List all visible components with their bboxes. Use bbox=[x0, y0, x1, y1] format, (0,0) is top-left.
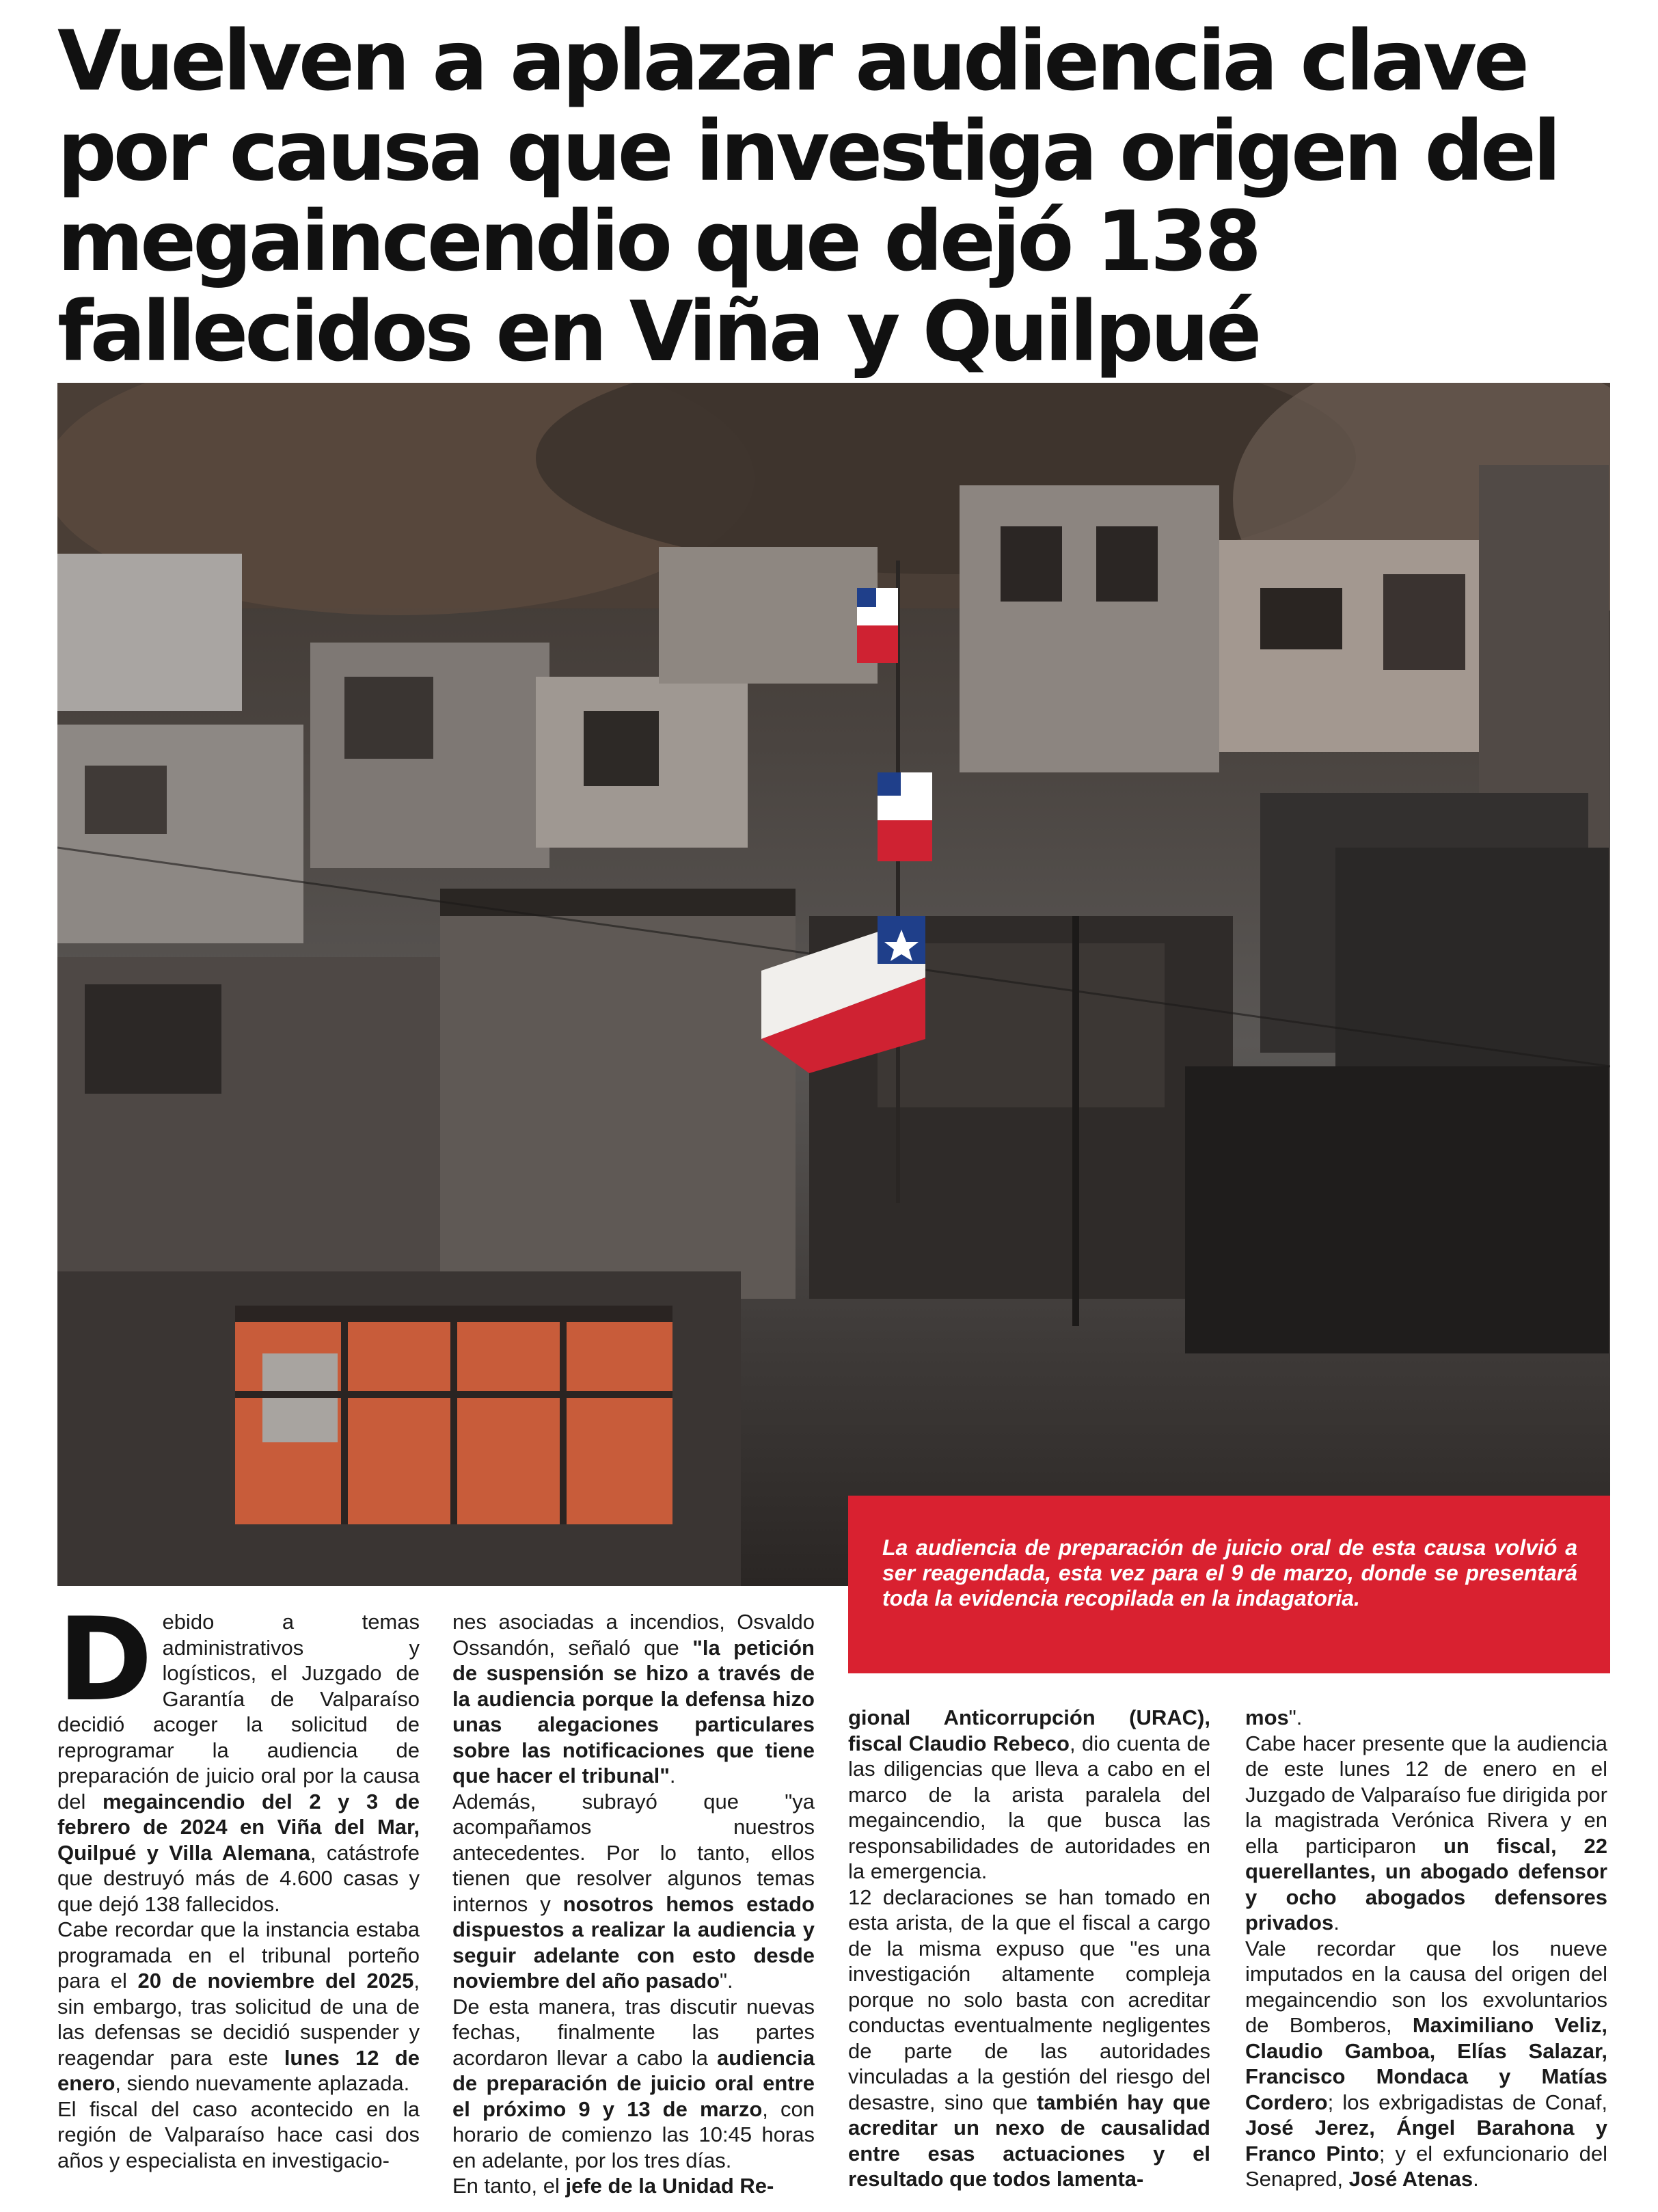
burned-houses-illustration bbox=[57, 383, 1610, 1586]
paragraph: Vale recordar que los nueve imputados en la causa del origen del megaincendio son los exvoluntarios de Bomberos, Maximiliano Veliz, Claudio Gamboa, Elías Salazar, Francisco Mondaca y Matías Cordero; los exbrigadistas de Conaf, José Jerez, Ángel Barahona y Franco Pinto; y el exfuncionario del Senapred, José Atenas. bbox=[1245, 1936, 1608, 2191]
paragraph: 12 declaraciones se han tomado en esta arista, de la que el fiscal a cargo de la misma expuso que "es una investigación altamente compleja porque no solo basta con acreditar conductas eventualmente negligentes de parte de las autoridades vinculadas a la gestión del riesgo del desastre, sino que también hay que acreditar un nexo de causalidad entre esas actuaciones y el resultado que todos lamenta- bbox=[848, 1885, 1210, 2191]
article-column-3 bbox=[848, 1705, 1210, 2192]
news-photo bbox=[57, 383, 1610, 1586]
paragraph: En tanto, el jefe de la Unidad Re- bbox=[452, 2174, 774, 2198]
chilean-flag-icon bbox=[857, 588, 898, 663]
photo-caption-box bbox=[848, 1496, 1610, 1673]
paragraph: Cabe recordar que la instancia estaba programada en el tribunal porteño para el 20 de noviembre del 2025, sin embargo, tras solicitud de una de las defensas se decidió suspender y reagendar para este lunes 12 de enero, siendo nuevamente aplazada. bbox=[57, 1917, 420, 2095]
article-column-1 bbox=[57, 1593, 420, 2173]
paragraph: De esta manera, tras discutir nuevas fechas, finalmente las partes acordaron llevar a cabo la audiencia de preparación de juicio oral entre el próximo 9 y 13 de marzo, con horario de comienzo las 10:45 horas en adelante, por los tres días. bbox=[452, 1994, 815, 2172]
paragraph: mos". bbox=[1245, 1705, 1303, 1729]
paragraph: Además, subrayó que "ya acompañamos nuestros antecedentes. Por lo tanto, ellos tienen que resolver algunos temas internos y nosotros hemos estado dispuestos a realizar la audiencia y seguir adelante con esto desde noviembre del año pasado". bbox=[452, 1789, 815, 1993]
dropcap: D bbox=[57, 1593, 153, 1727]
paragraph: Cabe hacer presente que la audiencia de este lunes 12 de enero en el Juzgado de Valparaíso fue dirigida por la magistrada Verónica Rivera y en ella participaron un fiscal, 22 querellantes, un abogado defensor y ocho abogados defensores privados. bbox=[1245, 1731, 1607, 1934]
paragraph: gional Anticorrupción (URAC), fiscal Claudio Rebeco, dio cuenta de las diligencias que lleva a cabo en el marco de la arista paralela del megaincendio, la que busca las responsabilidades de autoridades en la emergencia. bbox=[848, 1705, 1210, 1883]
article-column-4 bbox=[1245, 1705, 1607, 2192]
paragraph: El fiscal del caso acontecido en la región de Valparaíso hace casi dos años y especialista en investigacio- bbox=[57, 2096, 420, 2172]
photo-caption: La audiencia de preparación de juicio oral de esta causa volvió a ser reagendada, esta vez para el 9 de marzo, donde se presentará toda la evidencia recopilada en la indagatoria. bbox=[882, 1535, 1577, 1610]
article-column-2 bbox=[452, 1609, 815, 2199]
headline: Vuelven a aplazar audiencia clave por causa que investiga origen del megaincendio que dejó 138 fallecidos en Viña y Quilpué bbox=[57, 13, 1558, 380]
paragraph: Debido a temas administrativos y logísticos, el Juzgado de Garantía de Valparaíso decidió acoger la solicitud de reprogramar la audiencia de preparación de juicio oral por la causa del megaincendio del 2 y 3 de febrero de 2024 en Viña del Mar, Quilpué y Villa Alemana, catástrofe que destruyó más de 4.600 casas y que dejó 138 fallecidos. bbox=[57, 1593, 420, 1916]
chilean-flag-icon bbox=[878, 772, 932, 861]
paragraph: nes asociadas a incendios, Osvaldo Ossandón, señaló que "la petición de suspensión se hizo a través de la audiencia porque la defensa hizo unas alegaciones particulares sobre las notificaciones que tiene que hacer el tribunal". bbox=[452, 1610, 815, 1788]
